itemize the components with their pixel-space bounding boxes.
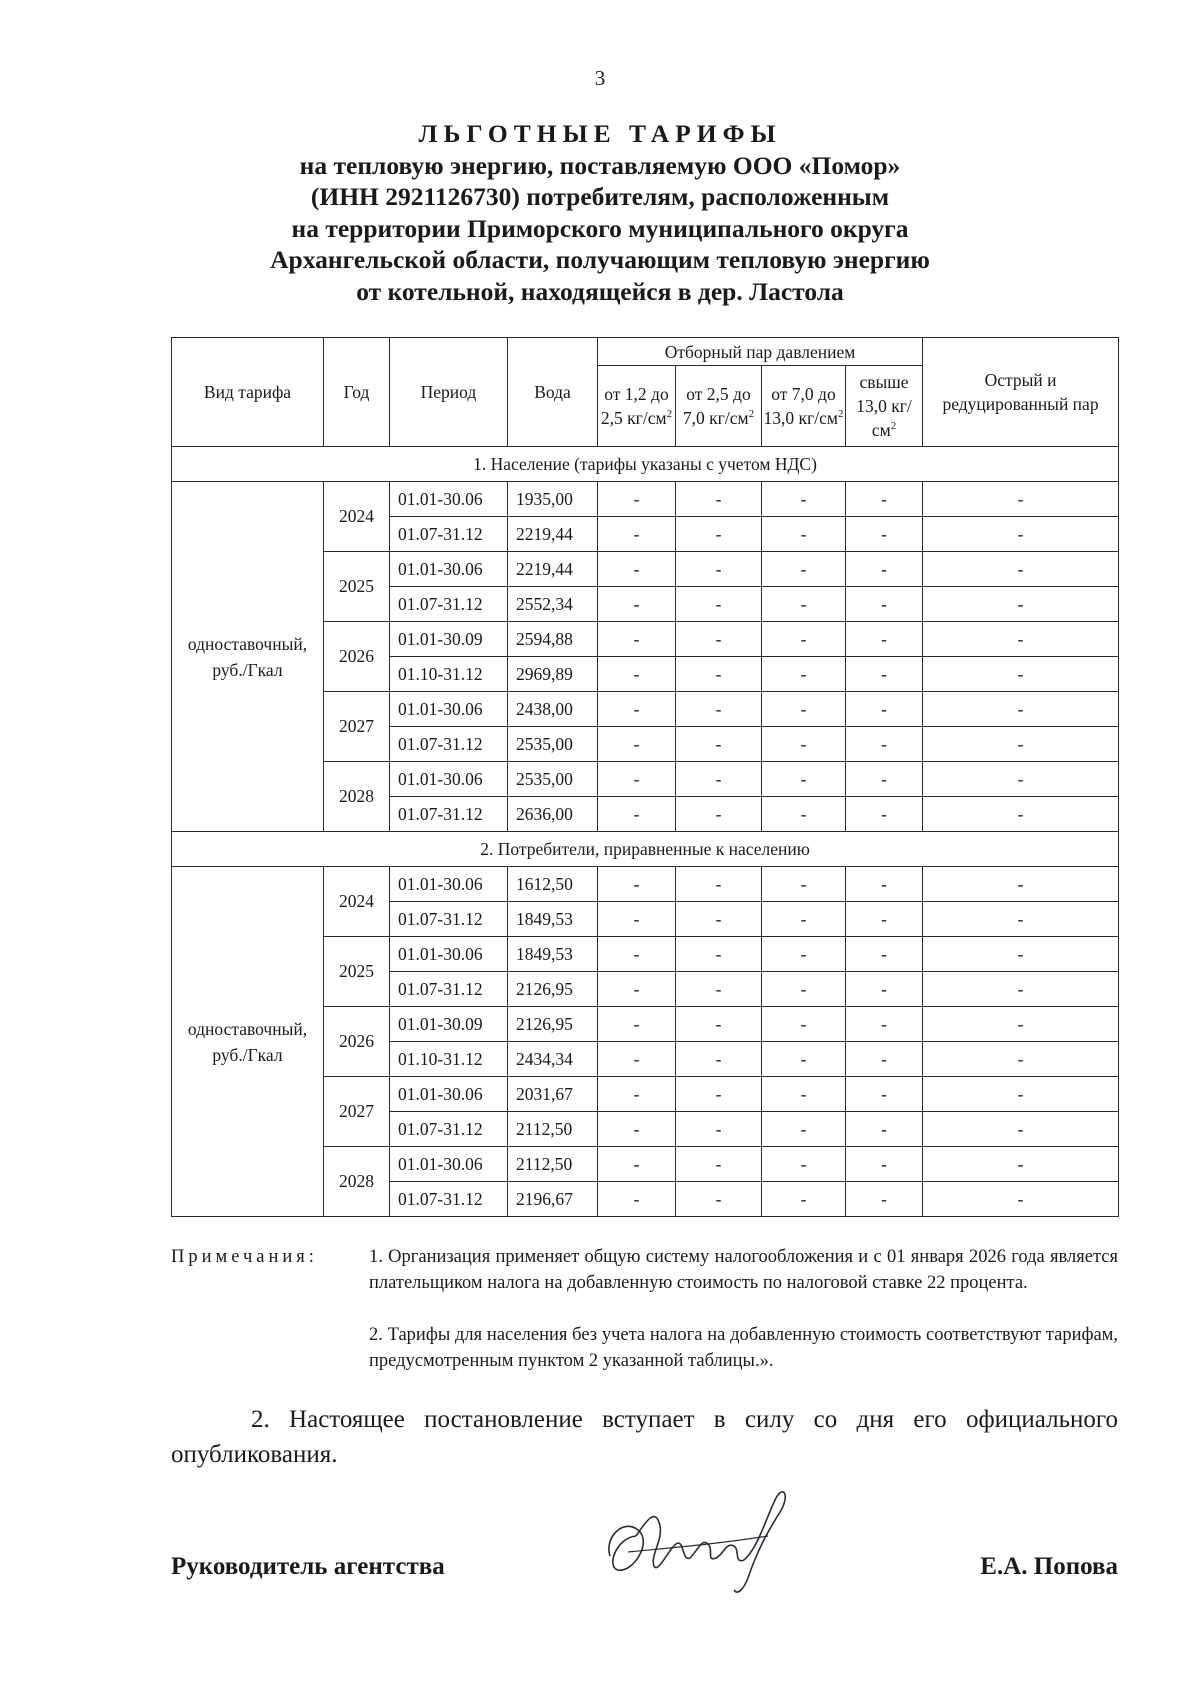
steam-2-cell: - — [676, 902, 762, 937]
table-row — [172, 482, 1119, 517]
tariff-body — [172, 447, 1119, 1217]
steam-2-cell: - — [676, 867, 762, 902]
period-cell: 01.01-30.06 — [390, 482, 508, 517]
period-cell: 01.07-31.12 — [390, 797, 508, 832]
water-tariff-cell: 2969,89 — [508, 657, 598, 692]
steam-3-cell: - — [762, 1112, 846, 1147]
steam-1-cell: - — [598, 762, 676, 797]
water-tariff-cell: 2636,00 — [508, 797, 598, 832]
steam-4-cell: - — [846, 1042, 923, 1077]
steam-3-cell: - — [762, 1007, 846, 1042]
effective-clause: 2. Настоящее постановление вступает в силу со дня его официального опубликования. — [171, 1406, 1118, 1468]
signatory-name: Е.А. Попова — [980, 1553, 1118, 1580]
steam-4-cell: - — [846, 1147, 923, 1182]
title-line: от котельной, находящейся в дер. Ластола — [356, 276, 844, 306]
steam-4-cell: - — [846, 727, 923, 762]
period-cell: 01.07-31.12 — [390, 587, 508, 622]
sharp-steam-cell: - — [923, 657, 1119, 692]
steam-1-cell: - — [598, 1182, 676, 1217]
steam-3-cell: - — [762, 762, 846, 797]
steam-4-cell: - — [846, 1112, 923, 1147]
steam-1-cell: - — [598, 1077, 676, 1112]
steam-4-cell: - — [846, 1182, 923, 1217]
sharp-steam-cell: - — [923, 587, 1119, 622]
steam-1-cell: - — [598, 587, 676, 622]
steam-4-cell: - — [846, 902, 923, 937]
water-tariff-cell: 2126,95 — [508, 972, 598, 1007]
sharp-steam-cell: - — [923, 902, 1119, 937]
steam-4-cell: - — [846, 797, 923, 832]
period-cell: 01.01-30.06 — [390, 1147, 508, 1182]
steam-4-cell: - — [846, 552, 923, 587]
period-cell: 01.10-31.12 — [390, 1042, 508, 1077]
steam-1-cell: - — [598, 517, 676, 552]
steam-2-cell: - — [676, 692, 762, 727]
section-title: 2. Потребители, приравненные к населению — [172, 832, 1119, 867]
period-cell: 01.01-30.06 — [390, 867, 508, 902]
header-steam-4: свыше 13,0 $кг/см^2$ — [846, 366, 923, 447]
signature-row — [171, 1553, 1118, 1593]
period-cell: 01.07-31.12 — [390, 1112, 508, 1147]
water-tariff-cell: 2112,50 — [508, 1147, 598, 1182]
header-year: Год — [324, 338, 390, 447]
steam-1-cell: - — [598, 972, 676, 1007]
steam-3-cell: - — [762, 937, 846, 972]
table-row — [172, 867, 1119, 902]
sharp-steam-cell: - — [923, 867, 1119, 902]
section-row — [172, 832, 1119, 867]
year-cell: 2027 — [324, 692, 390, 762]
steam-2-cell: - — [676, 517, 762, 552]
steam-2-cell: - — [676, 937, 762, 972]
water-tariff-cell: 2434,34 — [508, 1042, 598, 1077]
steam-1-cell: - — [598, 692, 676, 727]
steam-4-cell: - — [846, 1077, 923, 1112]
steam-3-cell: - — [762, 727, 846, 762]
sharp-steam-cell: - — [923, 1042, 1119, 1077]
steam-1-cell: - — [598, 1042, 676, 1077]
steam-3-cell: - — [762, 482, 846, 517]
water-tariff-cell: 1849,53 — [508, 937, 598, 972]
year-cell: 2026 — [324, 622, 390, 692]
sharp-steam-cell: - — [923, 517, 1119, 552]
steam-3-cell: - — [762, 692, 846, 727]
steam-1-cell: - — [598, 657, 676, 692]
header-sharp-steam: Острый и редуцированный пар — [923, 338, 1119, 447]
period-cell: 01.01-30.06 — [390, 1077, 508, 1112]
sharp-steam-cell: - — [923, 972, 1119, 1007]
title-line: Архангельской области, получающим тепловую энергию — [270, 245, 930, 274]
title-line: (ИНН 2921126730) потребителям, расположенным — [310, 182, 890, 211]
steam-3-cell: - — [762, 1077, 846, 1112]
steam-2-cell: - — [676, 972, 762, 1007]
notes-label: Примечания: — [171, 1247, 318, 1267]
year-cell: 2027 — [324, 1077, 390, 1147]
sharp-steam-cell: - — [923, 1077, 1119, 1112]
title-line: на тепловую энергию, поставляемую ООО «Помор» — [299, 150, 901, 180]
year-cell: 2024 — [324, 867, 390, 937]
steam-3-cell: - — [762, 797, 846, 832]
note-item: 2. Тарифы для населения без учета налога на добавленную стоимость соответствуют тарифам, предусмотренным пунктом 2 указанной таблицы.». — [369, 1325, 1118, 1371]
period-cell: 01.07-31.12 — [390, 902, 508, 937]
steam-3-cell: - — [762, 902, 846, 937]
water-tariff-cell: 2594,88 — [508, 622, 598, 657]
sharp-steam-cell: - — [923, 622, 1119, 657]
steam-2-cell: - — [676, 1042, 762, 1077]
water-tariff-cell: 2196,67 — [508, 1182, 598, 1217]
steam-4-cell: - — [846, 972, 923, 1007]
steam-4-cell: - — [846, 937, 923, 972]
sharp-steam-cell: - — [923, 1182, 1119, 1217]
header-steam-2: от 2,5 до 7,0 $кг/см^2$ — [676, 366, 762, 447]
note-item: 1. Организация применяет общую систему налогообложения и с 01 января 2026 года является плательщиком налога на добавленную стоимость по налоговой ставке 22 процента. — [369, 1247, 1118, 1293]
sharp-steam-cell: - — [923, 762, 1119, 797]
sharp-steam-cell: - — [923, 727, 1119, 762]
steam-2-cell: - — [676, 1077, 762, 1112]
steam-1-cell: - — [598, 1112, 676, 1147]
steam-2-cell: - — [676, 1112, 762, 1147]
water-tariff-cell: 2535,00 — [508, 762, 598, 797]
period-cell: 01.07-31.12 — [390, 727, 508, 762]
steam-4-cell: - — [846, 692, 923, 727]
steam-3-cell: - — [762, 1042, 846, 1077]
water-tariff-cell: 1935,00 — [508, 482, 598, 517]
sharp-steam-cell: - — [923, 692, 1119, 727]
header-water: Вода — [508, 338, 598, 447]
sharp-steam-cell: - — [923, 797, 1119, 832]
year-cell: 2028 — [324, 762, 390, 832]
period-cell: 01.07-31.12 — [390, 972, 508, 1007]
period-cell: 01.07-31.12 — [390, 517, 508, 552]
year-cell: 2026 — [324, 1007, 390, 1077]
steam-3-cell: - — [762, 972, 846, 1007]
document-title — [150, 118, 1050, 307]
period-cell: 01.01-30.06 — [390, 552, 508, 587]
steam-1-cell: - — [598, 622, 676, 657]
steam-4-cell: - — [846, 1007, 923, 1042]
tariff-table — [171, 337, 1119, 1217]
sharp-steam-cell: - — [923, 482, 1119, 517]
steam-2-cell: - — [676, 1007, 762, 1042]
water-tariff-cell: 1849,53 — [508, 902, 598, 937]
water-tariff-cell: 2438,00 — [508, 692, 598, 727]
sharp-steam-cell: - — [923, 1112, 1119, 1147]
steam-1-cell: - — [598, 902, 676, 937]
steam-2-cell: - — [676, 587, 762, 622]
steam-4-cell: - — [846, 657, 923, 692]
steam-1-cell: - — [598, 867, 676, 902]
steam-1-cell: - — [598, 482, 676, 517]
steam-1-cell: - — [598, 797, 676, 832]
water-tariff-cell: 2031,67 — [508, 1077, 598, 1112]
steam-1-cell: - — [598, 552, 676, 587]
steam-2-cell: - — [676, 797, 762, 832]
steam-2-cell: - — [676, 552, 762, 587]
period-cell: 01.01-30.06 — [390, 692, 508, 727]
steam-3-cell: - — [762, 657, 846, 692]
steam-1-cell: - — [598, 1007, 676, 1042]
water-tariff-cell: 2535,00 — [508, 727, 598, 762]
section-title: 1. Население (тарифы указаны с учетом НДС) — [172, 447, 1119, 482]
steam-3-cell: - — [762, 867, 846, 902]
water-tariff-cell: 2112,50 — [508, 1112, 598, 1147]
header-steam-1: от 1,2 до 2,5 $кг/см^2$ — [598, 366, 676, 447]
sharp-steam-cell: - — [923, 937, 1119, 972]
header-steam-3: от 7,0 до 13,0 $кг/см^2$ — [762, 366, 846, 447]
steam-1-cell: - — [598, 727, 676, 762]
steam-4-cell: - — [846, 867, 923, 902]
steam-2-cell: - — [676, 482, 762, 517]
steam-4-cell: - — [846, 762, 923, 797]
water-tariff-cell: 2552,34 — [508, 587, 598, 622]
title-line: на территории Приморского муниципального округа — [291, 213, 909, 243]
steam-2-cell: - — [676, 727, 762, 762]
steam-1-cell: - — [598, 1147, 676, 1182]
steam-3-cell: - — [762, 622, 846, 657]
header-period: Период — [390, 338, 508, 447]
steam-4-cell: - — [846, 622, 923, 657]
header-tariff-type: Вид тарифа — [172, 338, 324, 447]
page-number: 3 — [594, 66, 606, 90]
steam-2-cell: - — [676, 1147, 762, 1182]
steam-3-cell: - — [762, 517, 846, 552]
section-row — [172, 447, 1119, 482]
period-cell: 01.07-31.12 — [390, 1182, 508, 1217]
water-tariff-cell: 1612,50 — [508, 867, 598, 902]
period-cell: 01.01-30.06 — [390, 937, 508, 972]
period-cell: 01.01-30.06 — [390, 762, 508, 797]
steam-2-cell: - — [676, 762, 762, 797]
steam-1-cell: - — [598, 937, 676, 972]
water-tariff-cell: 2219,44 — [508, 517, 598, 552]
signatory-title: Руководитель агентства — [171, 1553, 445, 1580]
water-tariff-cell: 2126,95 — [508, 1007, 598, 1042]
title-heading: ЛЬГОТНЫЕ ТАРИФЫ — [418, 119, 782, 148]
year-cell: 2025 — [324, 937, 390, 1007]
header-steam-group: Отборный пар давлением — [598, 338, 923, 366]
sharp-steam-cell: - — [923, 552, 1119, 587]
year-cell: 2024 — [324, 482, 390, 552]
steam-3-cell: - — [762, 1147, 846, 1182]
sharp-steam-cell: - — [923, 1147, 1119, 1182]
period-cell: 01.10-31.12 — [390, 657, 508, 692]
steam-4-cell: - — [846, 517, 923, 552]
steam-3-cell: - — [762, 1182, 846, 1217]
tariff-type-cell: одноставочный, руб./Гкал — [172, 482, 324, 832]
steam-3-cell: - — [762, 587, 846, 622]
steam-3-cell: - — [762, 552, 846, 587]
water-tariff-cell: 2219,44 — [508, 552, 598, 587]
period-cell: 01.01-30.09 — [390, 1007, 508, 1042]
year-cell: 2028 — [324, 1147, 390, 1217]
tariff-type-cell: одноставочный, руб./Гкал — [172, 867, 324, 1217]
sharp-steam-cell: - — [923, 1007, 1119, 1042]
steam-2-cell: - — [676, 622, 762, 657]
year-cell: 2025 — [324, 552, 390, 622]
steam-2-cell: - — [676, 657, 762, 692]
period-cell: 01.01-30.09 — [390, 622, 508, 657]
steam-4-cell: - — [846, 587, 923, 622]
steam-4-cell: - — [846, 482, 923, 517]
steam-2-cell: - — [676, 1182, 762, 1217]
